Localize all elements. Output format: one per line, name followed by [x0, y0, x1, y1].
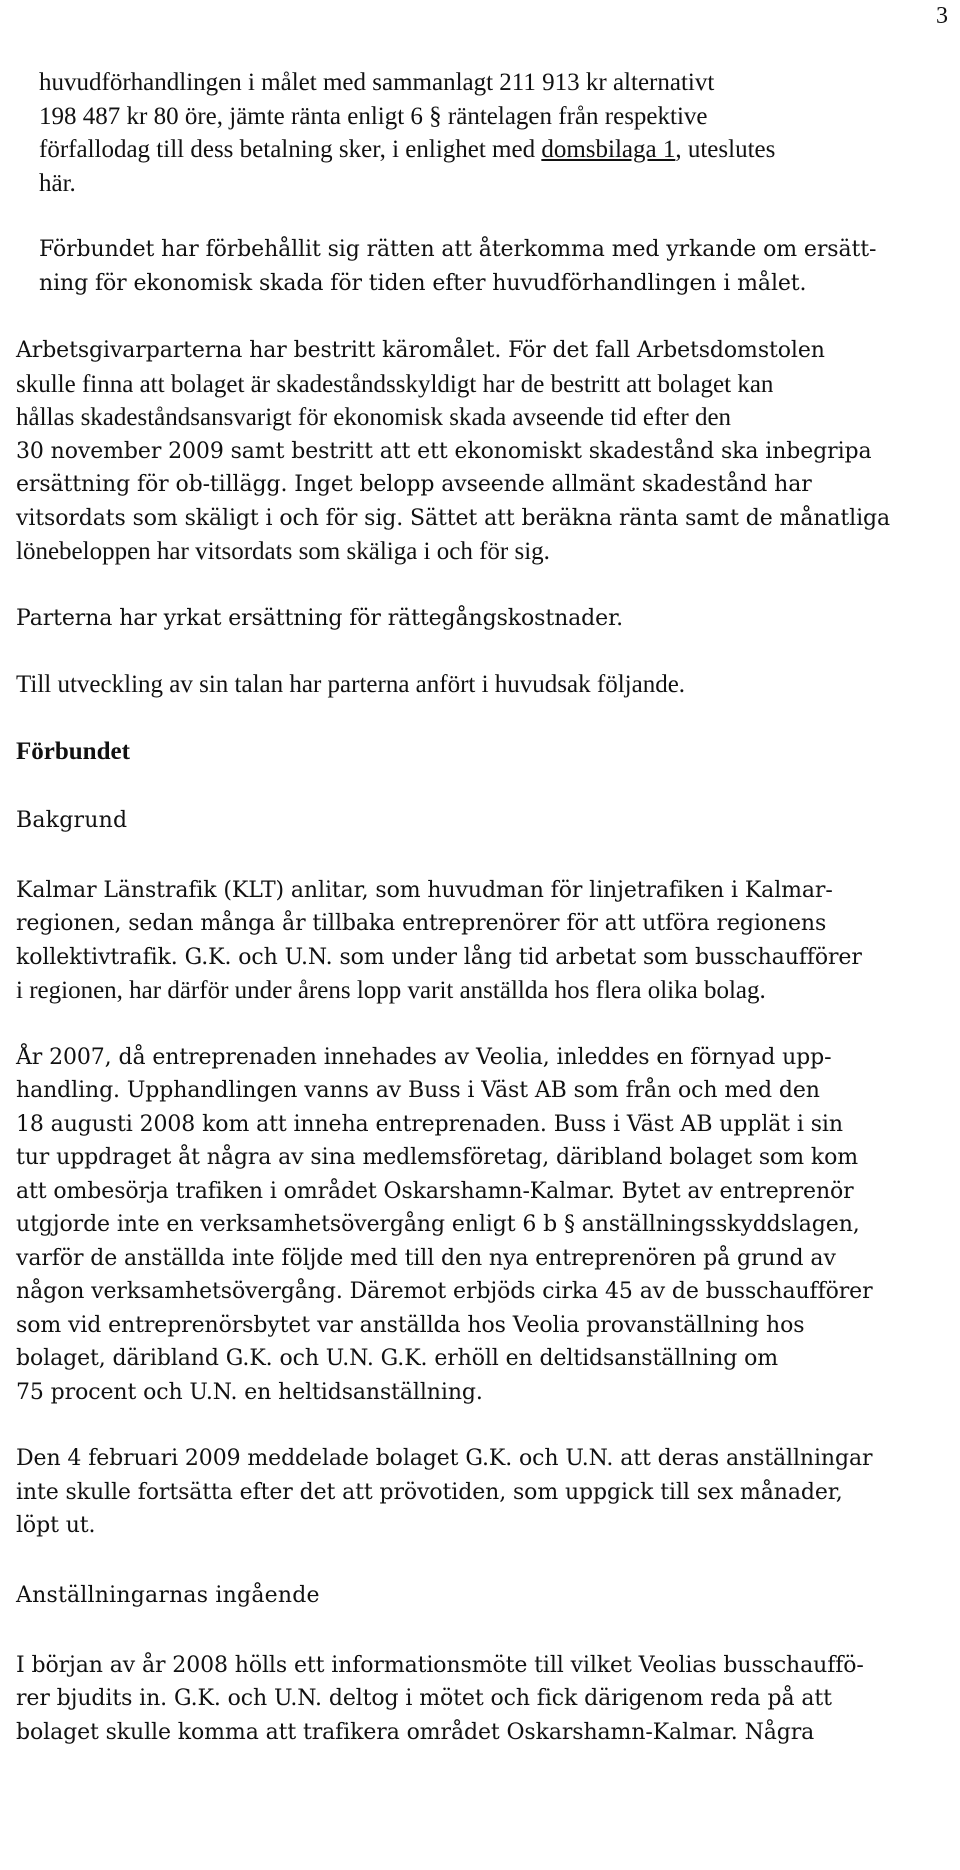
text-line: i regionen, har därför under årens lopp varit anställda hos flera olika bolag.: [16, 977, 766, 1004]
text-segment: , uteslutes: [675, 136, 776, 163]
paragraph-procurement: [16, 1041, 956, 1410]
text-line: [39, 133, 939, 167]
text-line: Till utveckling av sin talan har parterna anfört i huvudsak följande.: [16, 671, 686, 698]
text-line: 18 augusti 2008 kom att inneha entreprenaden. Buss i Väst AB upplät i sin: [16, 1111, 843, 1137]
text-line: varför de anställda inte följde med till den nya entreprenören på grund av: [16, 1245, 836, 1271]
text-line: År 2007, då entreprenaden innehades av Veolia, inleddes en förnyad upp-: [16, 1044, 832, 1070]
text-line: 198 487 kr 80 öre, jämte ränta enligt 6 § räntelagen från respektive: [39, 102, 708, 130]
text-line: här.: [39, 169, 76, 197]
text-line: handling. Upphandlingen vanns av Buss i Väst AB som från och med den: [16, 1078, 820, 1103]
paragraph-klt-background: [16, 874, 956, 1008]
paragraph-reservation: [39, 233, 939, 300]
text-line: inte skulle fortsätta efter det att prövotiden, som uppgick till sex månader,: [16, 1479, 843, 1505]
paragraph-legal-costs: [16, 602, 956, 636]
text-line: lönebeloppen har vitsordats som skäliga i och för sig.: [16, 538, 550, 565]
text-line: bolaget skulle komma att trafikera området Oskarshamn-Kalmar. Några: [16, 1719, 815, 1745]
text-line: [16, 333, 956, 368]
text-line: huvudförhandlingen i målet med sammanlagt 211 913 kr alternativt: [39, 69, 715, 96]
text-line: Parterna har yrkat ersättning för rättegångskostnader.: [16, 605, 623, 631]
text-line: som vid entreprenörsbytet var anställda hos Veolia provanställning hos: [16, 1312, 805, 1338]
document-body: [0, 66, 960, 1749]
text-line: Kalmar Länstrafik (KLT) anlitar, som huvudman för linjetrafiken i Kalmar-: [16, 877, 833, 903]
text-line: 75 procent och U.N. en heltidsanställning.: [16, 1379, 483, 1405]
text-line: 30 november 2009 samt bestritt att ett ekonomiskt skadestånd ska inbegripa: [16, 438, 872, 464]
text-line: ning för ekonomisk skada för tiden efter huvudförhandlingen i målet.: [39, 270, 807, 296]
text-line: bolaget, däribland G.K. och U.N. G.K. erhöll en deltidsanställning om: [16, 1346, 778, 1371]
text-line: ersättning för ob-tillägg. Inget belopp avseende allmänt skadestånd har: [16, 472, 812, 497]
text-line: skulle finna att bolaget är skadeståndsskyldigt har de bestritt att bolaget kan: [16, 370, 774, 398]
text-line: någon verksamhetsövergång. Däremot erbjöds cirka 45 av de busschaufförer: [16, 1279, 873, 1304]
text-line: löpt ut.: [16, 1513, 96, 1538]
text-line: I början av år 2008 hölls ett informationsmöte till vilket Veolias busschauffö-: [16, 1652, 864, 1678]
text-line: vitsordats som skäligt i och för sig. Sättet att beräkna ränta samt de månatliga: [16, 505, 891, 531]
text-line: kollektivtrafik. G.K. och U.N. som under lång tid arbetat som busschaufförer: [16, 944, 862, 970]
text-line: regionen, sedan många år tillbaka entreprenörer för att utföra regionens: [16, 911, 827, 936]
text-line: rer bjudits in. G.K. och U.N. deltog i mötet och fick därigenom reda på att: [16, 1686, 832, 1711]
subheading-anstallningarnas-ingaende: Anställningarnas ingående: [16, 1582, 320, 1608]
text-line: att ombesörja trafiken i området Oskarshamn-Kalmar. Bytet av entreprenör: [16, 1178, 854, 1204]
text-line: hållas skadeståndsansvarigt för ekonomisk skada avseende tid efter den: [16, 404, 732, 431]
paragraph-claim-excluded: [39, 66, 939, 200]
page-number: 3: [936, 3, 948, 29]
paragraph-development: [16, 668, 956, 702]
paragraph-information-meeting: [16, 1649, 956, 1750]
domsbilaga-link[interactable]: domsbilaga 1: [541, 136, 676, 163]
text-line: Den 4 februari 2009 meddelade bolaget G.K. och U.N. att deras anställningar: [16, 1446, 873, 1471]
text-line: Förbundet har förbehållit sig rätten att återkomma med yrkande om ersätt-: [39, 237, 877, 262]
text-line: tur uppdraget åt några av sina medlemsföretag, däribland bolaget som kom: [16, 1145, 858, 1170]
text-segment: Arbetsgivarparterna har bestritt käromålet. För det fall Arbetsdomstolen: [16, 338, 825, 363]
subheading-bakgrund: Bakgrund: [16, 807, 128, 833]
paragraph-employer-dispute: [16, 333, 956, 569]
text-line: utgjorde inte en verksamhetsövergång enligt 6 b § anställningsskyddslagen,: [16, 1212, 860, 1237]
paragraph-termination-notice: [16, 1442, 956, 1543]
section-heading-forbundet: Förbundet: [16, 737, 130, 765]
text-segment: förfallodag till dess betalning sker, i enlighet med: [39, 136, 542, 163]
